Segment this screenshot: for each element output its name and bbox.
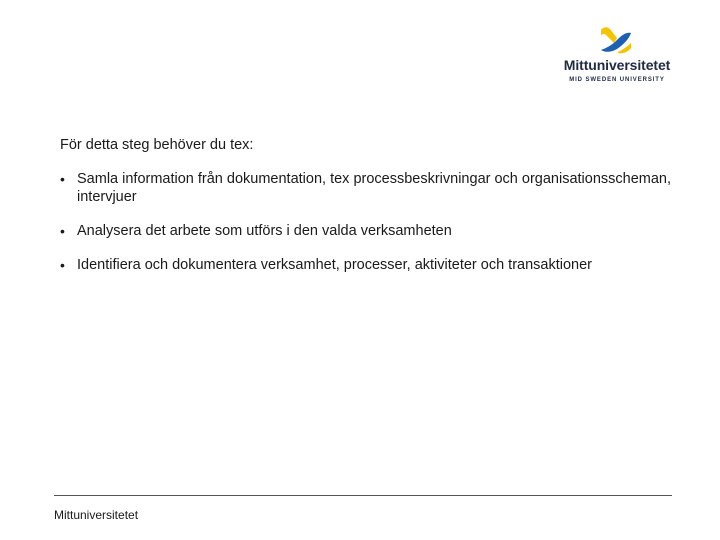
logo-name: Mittuniversitetet [563,57,671,73]
bullet-list [60,170,700,274]
list-item [60,256,700,274]
footer-divider [54,495,672,496]
bullet-marker: • [60,171,65,187]
bullet-text: Identifiera och dokumentera verksamhet, processer, aktiviteter och transaktioner [77,257,593,273]
footer-label: Mittuniversitetet [54,508,139,522]
bullet-text: Analysera det arbete som utförs i den valda verksamheten [77,223,452,239]
list-item [60,222,700,240]
bullet-marker: • [60,257,65,273]
logo-subtitle: MID SWEDEN UNIVERSITY [569,77,665,83]
bullet-marker: • [60,223,65,239]
slide-content [60,136,700,290]
list-item [60,170,700,206]
university-logo [552,26,682,90]
bullet-text: Samla information från dokumentation, tex processbeskrivningar och organisationsscheman, intervjuer [77,171,672,205]
logo-mark-icon [598,26,634,58]
intro-text: För detta steg behöver du tex: [60,137,254,153]
